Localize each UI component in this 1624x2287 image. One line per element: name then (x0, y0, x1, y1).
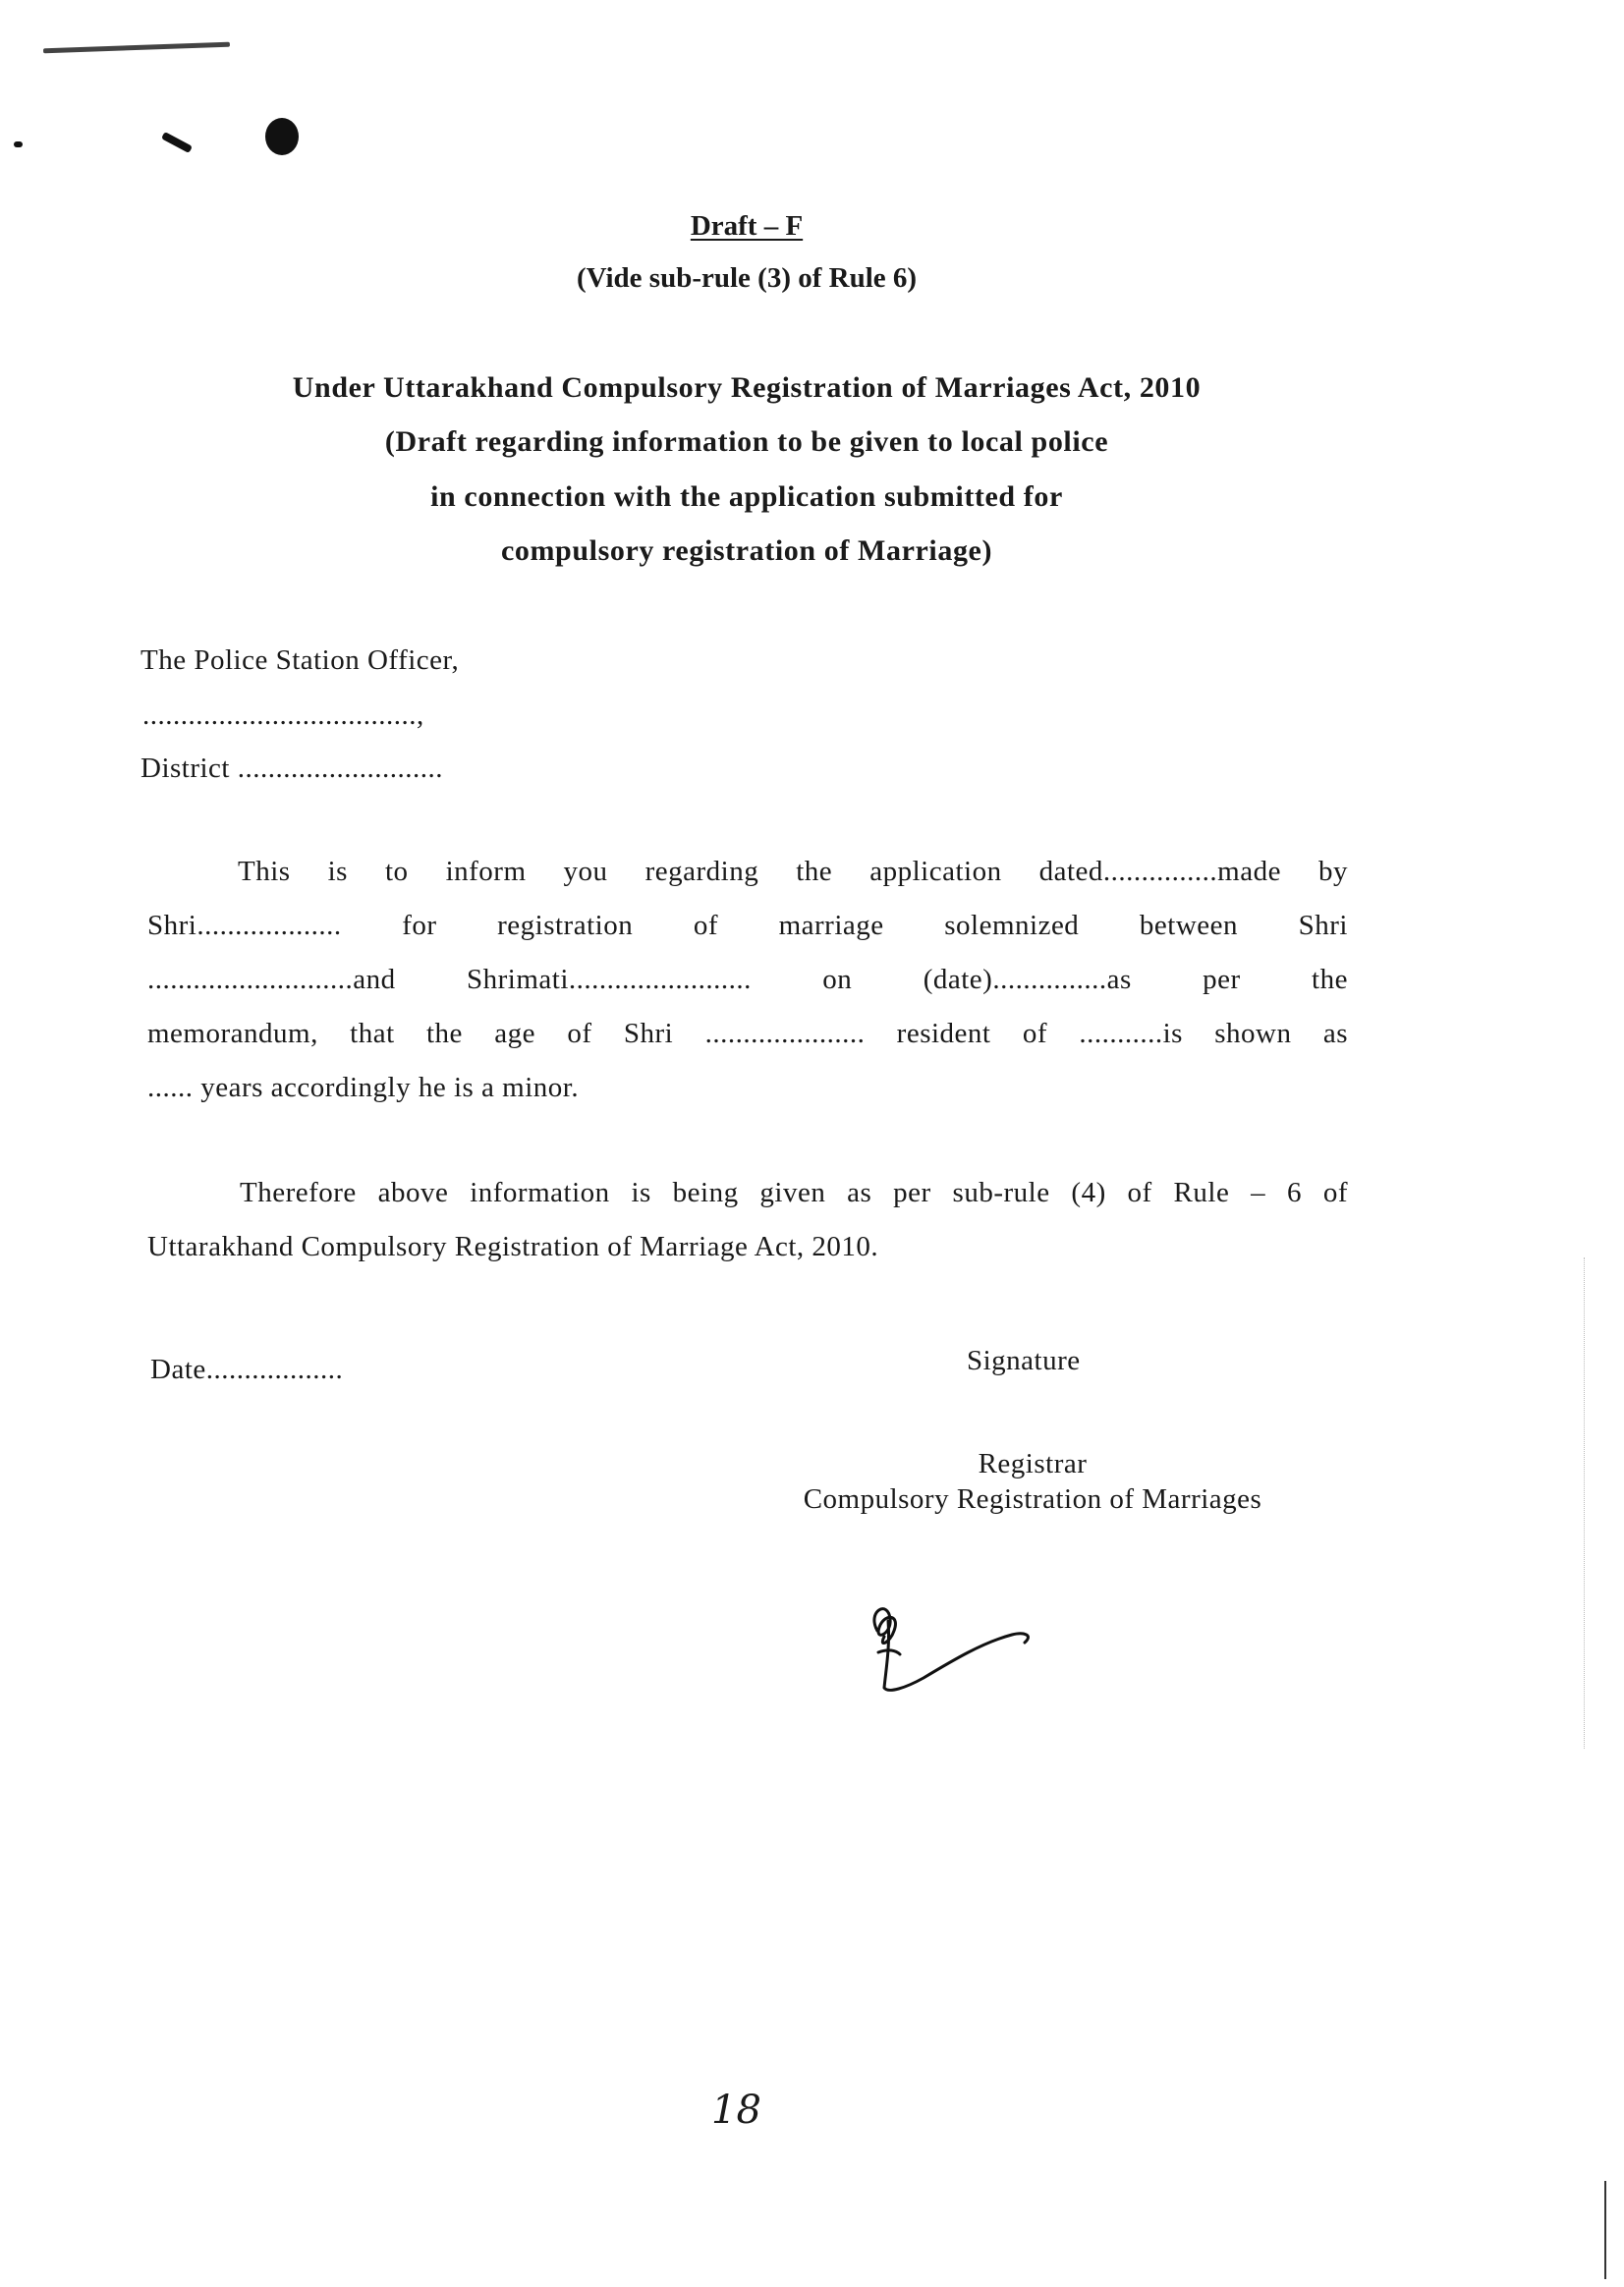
information-line-1: This is to inform you regarding the application dated...............made by (238, 856, 1348, 887)
information-line-4: memorandum, that the age of Shri ..................... resident of ...........is shown as (147, 1018, 1348, 1049)
draft-title: Draft – F (690, 210, 804, 242)
information-line-5: ...... years accordingly he is a minor. (147, 1072, 580, 1103)
signature-label: Signature (967, 1345, 1081, 1376)
scan-edge-right-upper (1584, 1257, 1586, 1749)
scan-edge-right (1604, 2181, 1606, 2279)
registrar-title: Registrar (978, 1448, 1088, 1479)
heading-line-4: compulsory registration of Marriage) (500, 534, 993, 567)
heading-line-2: (Draft regarding information to be given to local police (384, 425, 1109, 458)
information-line-2: Shri................... for registration of marriage solemnized between Shri (147, 910, 1348, 941)
information-paragraph (147, 845, 1348, 1115)
scan-mark-top-left (43, 42, 230, 54)
registrar-signature (865, 1591, 1041, 1704)
addressee-station-blank: ...................................., (142, 699, 424, 731)
addressee-officer: The Police Station Officer, (140, 644, 460, 676)
draft-reference: (Vide sub-rule (3) of Rule 6) (576, 262, 918, 294)
reference-line-1: Therefore above information is being given as per sub-rule (4) of Rule – 6 of (240, 1177, 1348, 1208)
date-field: Date.................. (150, 1354, 344, 1385)
heading-line-1: Under Uttarakhand Compulsory Registration of Marriages Act, 2010 (292, 371, 1202, 404)
information-line-3: ...........................and Shrimati........................ on (date)...............as per the (147, 964, 1348, 995)
punch-hole-mark (265, 118, 299, 155)
scan-mark-left (14, 141, 23, 147)
addressee-district: District ........................... (140, 753, 443, 784)
heading-line-3: in connection with the application submitted for (430, 480, 1063, 513)
registrar-office: Compulsory Registration of Marriages (803, 1483, 1262, 1515)
reference-line-2: Uttarakhand Compulsory Registration of Marriage Act, 2010. (147, 1231, 879, 1262)
reference-paragraph (147, 1166, 1348, 1274)
page-number: 18 (711, 2088, 761, 2133)
scan-mark-arrow (161, 132, 193, 153)
